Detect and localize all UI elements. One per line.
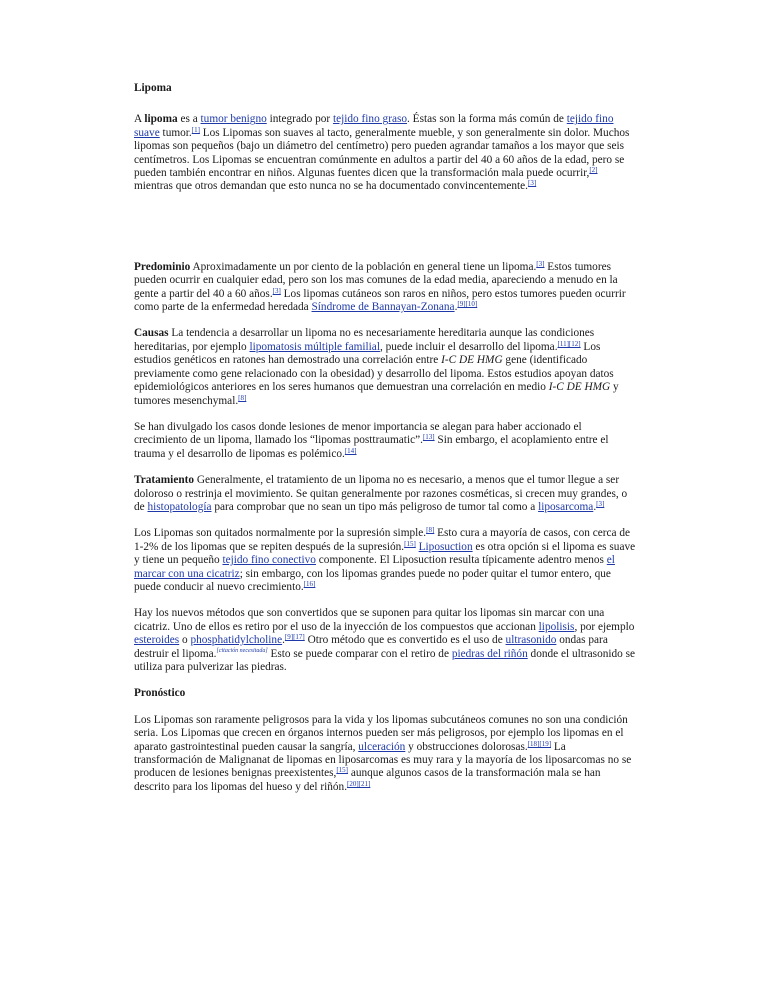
trauma-paragraph	[134, 421, 636, 461]
text: tumor.	[159, 126, 192, 139]
link-sindrome-bannayan-zonana[interactable]: Síndrome de Bannayan-Zonana	[311, 301, 455, 314]
citation-link[interactable]: [15]	[404, 539, 416, 548]
text: Esto cura a mayoría de casos, con cerca de 1-2% de los lipomas que se repiten después de la supresión.	[134, 527, 630, 553]
predominio-paragraph	[134, 261, 636, 315]
citation-link[interactable]: [9][10]	[457, 300, 478, 309]
text: A	[134, 113, 145, 126]
link-cicatriz[interactable]: el marcar con una cicatriz	[134, 554, 615, 580]
citation-link[interactable]: [8]	[426, 526, 435, 535]
text: La tendencia a desarrollar un lipoma no es necesariamente hereditaria aunque las condiciones hereditarias, por ejemplo	[134, 327, 595, 353]
text: y obstrucciones dolorosas.	[405, 740, 528, 753]
tratamiento-paragraph	[134, 474, 636, 514]
text: aunque algunos casos de la transformación mala se han descrito para los lipomas del hueso y del riñón.	[134, 767, 601, 793]
citation-link[interactable]: [11][12]	[557, 339, 581, 348]
text: ; sin embargo, con los lipomas grandes puede no poder quitar el tumor entero, que puede conducir al nuevo crecimiento.	[134, 567, 611, 593]
link-liposarcoma[interactable]: liposarcoma	[538, 500, 594, 513]
citation-link[interactable]: [3]	[596, 499, 605, 508]
link-esteroides[interactable]: esteroides	[134, 634, 180, 647]
citation-needed-link[interactable]: [citación necesitada]	[216, 647, 268, 654]
text: , puede incluir el desarrollo del lipoma.	[379, 340, 558, 353]
link-tejido-fino-suave[interactable]: tejido fino suave	[134, 113, 614, 139]
citation-link[interactable]: [16]	[303, 579, 316, 588]
text: y tumores mesenchymal.	[134, 381, 619, 407]
link-ulceracion[interactable]: ulceración	[358, 740, 406, 753]
citation-link[interactable]: [3]	[272, 286, 281, 295]
link-ultrasonido[interactable]: ultrasonido	[505, 634, 557, 647]
text: componente. El Liposuction resulta típicamente adentro menos	[315, 554, 607, 567]
text: Los Lipomas son suaves al tacto, generalmente mueble, y son generalmente sin dolor. Muchos lipomas son pequeños (bajo un diámetro del centímetro) pero pueden agrandar tamaños a los mayor que seis centímetros. Los Lipomas se encuentran comúnmente en adultos a partir del 40 a 60 años de la edad, pero se pueden también encontrar en niños. Algunas fuentes dicen que la transformación mala puede ocurrir,	[134, 126, 630, 180]
text: Esto se puede comparar con el retiro de	[267, 647, 452, 660]
link-piedras-del-rinon[interactable]: piedras del riñón	[451, 647, 528, 660]
text: Los lipomas cutáneos son raros en niños, pero estos tumores pueden ocurrir como parte de la enfermedad heredada	[134, 287, 626, 314]
citation-link[interactable]: [20][21]	[347, 779, 371, 788]
spacer	[134, 207, 636, 261]
gene-name: I-C DE HMG	[548, 381, 611, 394]
text: Otro método que es convertido es el uso de	[304, 634, 506, 647]
supresion-paragraph	[134, 527, 636, 594]
text: o	[179, 634, 191, 647]
text: Los Lipomas son quitados normalmente por la supresión simple.	[134, 527, 427, 540]
citation-link[interactable]: [8]	[238, 393, 247, 402]
link-tejido-fino-graso[interactable]: tejido fino graso	[332, 113, 408, 126]
metodos-paragraph	[134, 607, 636, 674]
text: Estos tumores pueden ocurrir en cualquier edad, pero son los mas comunes de la edad media, apareciendo a menudo en la gente a partir del 40 a 60 años.	[134, 260, 618, 300]
text: Generalmente, el tratamiento de un lipoma no es necesario, a menos que el tumor llegue a ser doloroso o restrinja el movimiento. Se quitan generalmente por razones cosméticas, si crecen muy grandes, o de	[134, 474, 628, 513]
article-body	[134, 82, 636, 807]
text: mientras que otros demandan que esto nunca no se ha documentado convincentemente.	[134, 180, 529, 193]
citation-link[interactable]: [18][19]	[527, 739, 552, 748]
text: Aproximadamente un por ciento de la población en general tiene un lipoma.	[190, 260, 537, 273]
text: es a	[177, 113, 201, 126]
citation-link[interactable]: [13]	[422, 433, 435, 442]
term-lipoma: lipoma	[144, 113, 178, 126]
text: La transformación de Malignanat de lipomas en liposarcomas es muy rara y la mayoría de los liposarcomas no se producen de lesiones benignas preexistentes,	[134, 740, 632, 780]
citation-link[interactable]: [3]	[536, 259, 545, 268]
text: donde el ultrasonido se utiliza para pulverizar las piedras.	[134, 647, 636, 673]
gene-name: I-C DE HMG	[441, 354, 503, 367]
text: gene (identificado previamente como gene relacionado con la obesidad) y desarrollo del lipoma. Estos estudios apoyan datos epidemiológicos anteriores en los seres humanos que demuestran una correlación en medio	[134, 354, 614, 394]
text: Hay los nuevos métodos que son convertidos que se suponen para quitar los lipomas sin marcar con una cicatriz. Uno de ellos es retiro por el uso de la inyección de los compuestos que accionan	[134, 607, 605, 633]
text: Sin embargo, el acoplamiento entre el trauma y el desarrollo de lipomas es polémico.	[134, 434, 609, 460]
text: . Éstas son la forma más común de	[407, 113, 567, 126]
causas-paragraph	[134, 327, 636, 407]
citation-link[interactable]: [3]	[528, 179, 537, 188]
text: Se han divulgado los casos donde lesiones de menor importancia se alegan para haber accionado el crecimiento de un lipoma, llamado los “lipomas posttraumatic”.	[134, 420, 582, 447]
link-lipolisis[interactable]: lipolisis	[538, 620, 575, 633]
text: para comprobar que no sean un tipo más peligroso de tumor tal como a	[211, 500, 539, 513]
citation-link[interactable]: [9][17]	[284, 633, 305, 642]
text: Los Lipomas son raramente peligrosos para la vida y los lipomas subcutáneos comunes no son una condición seria. Los Lipomas que crecen en órganos internos pueden ser más peligrosos, por ejemplo los lipomas en el aparato gastrointestinal pueden causar la sangría,	[134, 713, 628, 753]
text: .	[593, 500, 597, 513]
link-lipomatosis[interactable]: lipomatosis múltiple familial	[249, 340, 380, 353]
intro-paragraph	[134, 113, 636, 193]
article-title: Lipoma	[134, 82, 172, 94]
link-phosphatidylcholine[interactable]: phosphatidylcholine	[190, 634, 283, 647]
text: Los estudios genéticos en ratones han demostrado una correlación entre	[134, 340, 601, 367]
text: ondas para destruir el lipoma.	[134, 634, 608, 660]
citation-link[interactable]: [14]	[344, 446, 357, 455]
link-histopatologia[interactable]: histopatología	[147, 500, 212, 513]
citation-link[interactable]: [15]	[336, 766, 349, 775]
link-liposuction[interactable]: Liposuction	[418, 540, 473, 553]
text: , por ejemplo	[574, 620, 635, 633]
section-heading-pronostico: Pronóstico	[134, 687, 186, 700]
link-tumor-benigno[interactable]: tumor benigno	[200, 113, 267, 126]
section-label: Tratamiento	[134, 474, 195, 487]
link-tejido-fino-conectivo[interactable]: tejido fino conectivo	[222, 554, 316, 567]
section-label: Causas	[134, 327, 169, 340]
text: es otra opción si el lipoma es suave y tiene un pequeño	[134, 540, 636, 567]
pronostico-paragraph	[134, 714, 636, 794]
text: .	[454, 301, 458, 314]
text: integrado por	[266, 113, 333, 126]
text: .	[282, 634, 285, 647]
citation-link[interactable]: [1]	[191, 125, 200, 134]
section-label: Predominio	[134, 260, 191, 273]
citation-link[interactable]: [2]	[589, 166, 598, 175]
